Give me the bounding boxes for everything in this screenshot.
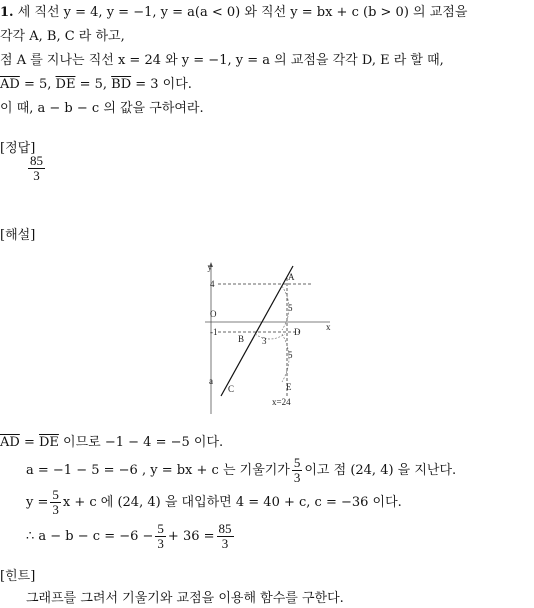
fraction-numerator: 85	[218, 520, 232, 536]
label-ya: a	[209, 376, 213, 386]
answer-value	[26, 154, 47, 183]
problem-text-3: 점 A 를 지나는 직선 x = 24 와 y = −1, y = a 의 교점을 각각 D, E 라 할 때,	[0, 53, 444, 68]
label-point-e: E	[286, 382, 292, 392]
answer-denominator: 3	[33, 168, 40, 183]
problem-line-2	[0, 28, 125, 45]
eq-text: + 36 =	[167, 528, 215, 544]
problem-text-1: 세 직선 y = 4, y = −1, y = a(a < 0) 와 직선 y = bx + c (b > 0) 의 교점을	[17, 5, 468, 20]
solution-line-1	[0, 434, 223, 451]
eq-text: ∴ a − b − c = −6 −	[26, 528, 154, 544]
label-y-axis: y	[207, 262, 212, 272]
segment-bd: $\overline{BD}$	[111, 77, 132, 92]
solution-line-4	[26, 518, 236, 554]
problem-line-3	[0, 52, 444, 69]
label-x-axis: x	[326, 322, 331, 332]
segment-de: $\overline{DE}$	[55, 77, 76, 92]
label-x24: x=24	[272, 397, 291, 407]
eq-text: = 5,	[75, 77, 112, 92]
fraction-denominator: 3	[52, 501, 59, 517]
problem-line-4	[0, 76, 192, 93]
coef-fraction	[50, 488, 61, 517]
fraction-denominator: 3	[157, 535, 164, 551]
answer-heading: [정답]	[0, 141, 36, 156]
fraction-denominator: 3	[221, 535, 229, 551]
segment-ad: $\overline{AD}$	[0, 435, 20, 450]
slope-fraction	[292, 456, 303, 485]
eq-text: x + c 에 (24, 4) 을 대입하면 4 = 40 + c, c = −36 이다.	[62, 494, 402, 510]
label-point-d: D	[294, 327, 301, 337]
hint-heading: [힌트]	[0, 569, 36, 584]
eq-text: =	[19, 435, 39, 450]
solution-line-3	[26, 484, 402, 520]
label-point-c: C	[228, 384, 235, 394]
hint-text: 그래프를 그려서 기울기와 교점을 이용해 함수를 구한다.	[26, 591, 344, 606]
fraction-denominator: 3	[293, 469, 301, 485]
solution-graph	[0, 258, 534, 418]
label-seg-ad: 5	[288, 303, 293, 313]
eq-text: 이므로 −1 − 4 = −5 이다.	[58, 435, 224, 450]
label-y-minus-1: -1	[210, 327, 218, 337]
fraction-85-3	[217, 522, 234, 551]
problem-text-2: 각각 A, B, C 라 하고,	[0, 29, 125, 44]
label-y4: 4	[210, 279, 215, 289]
eq-text: = 3 이다.	[131, 77, 192, 92]
problem-line-5	[0, 100, 204, 117]
fraction-numerator: 5	[157, 520, 164, 536]
eq-text: y =	[26, 494, 49, 510]
answer-numerator: 85	[30, 153, 43, 168]
problem-text-5: 이 때, a − b − c 의 값을 구하여라.	[0, 101, 204, 116]
eq-text: 이고 점 (24, 4) 을 지난다.	[304, 462, 457, 478]
fraction-numerator: 5	[52, 486, 59, 502]
fraction-5-3	[155, 522, 166, 551]
fraction-numerator: 5	[293, 454, 301, 470]
problem-line-1	[0, 4, 467, 21]
segment-ad: $\overline{AD}$	[0, 77, 20, 92]
answer-fraction	[28, 154, 45, 183]
eq-text: = 5,	[19, 77, 56, 92]
segment-de: $\overline{DE}$	[38, 435, 59, 450]
problem-number: 1.	[0, 5, 14, 20]
solution-heading: [해설]	[0, 228, 36, 243]
line-y-bx-c	[221, 266, 293, 396]
eq-text: a = −1 − 5 = −6 , y = bx + c 는 기울기가	[26, 462, 290, 478]
label-origin: O	[210, 309, 217, 319]
solution-line-2	[26, 452, 456, 488]
label-point-a: A	[288, 272, 295, 282]
label-point-b: B	[238, 334, 245, 344]
brace-bd	[255, 334, 285, 339]
label-seg-bd: 3	[262, 336, 267, 346]
label-seg-de: 5	[288, 350, 293, 360]
